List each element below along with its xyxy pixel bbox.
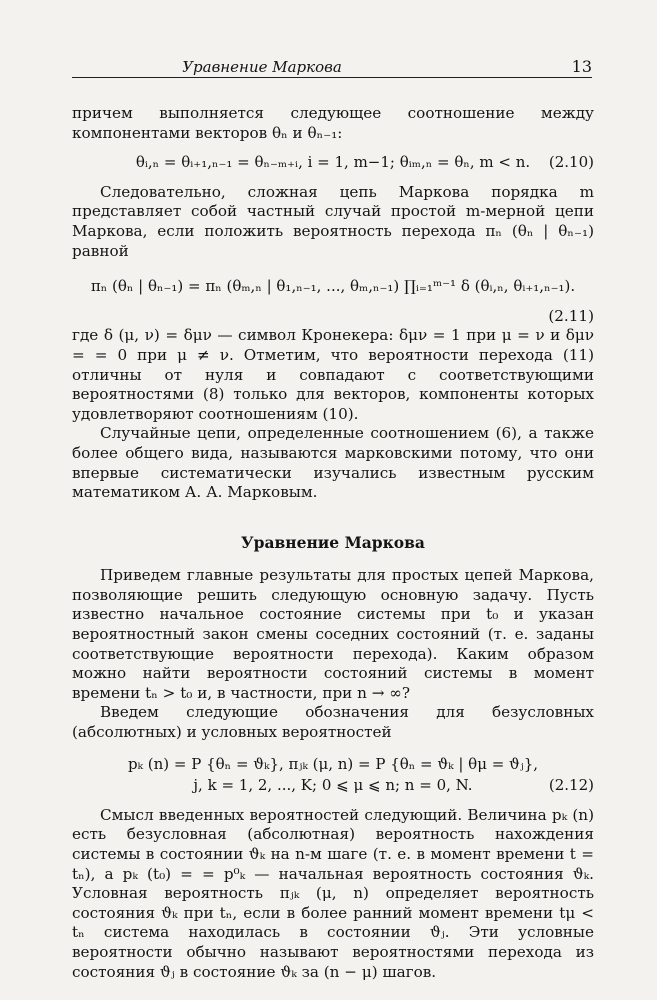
paragraph-meaning: Смысл введенных вероятностей следующий. Величина pₖ (n) есть безусловная (абсолютная) вероятность нахождения системы в состоянии ϑₖ на n-м шаге (т. е. в момент времени t = tₙ), а pₖ (t₀) = = p⁰ₖ — начальная вероятность состояния ϑₖ. Условная вероятность πⱼₖ (μ, n) определяет вероятность состояния ϑₖ при tₙ, если в более ранний момент времени tμ < tₙ система находилась в состоянии ϑⱼ. Эти условные вероятности обычно называют вероятностями перехода из состояния ϑⱼ в состояние ϑₖ за (n − μ) шагов.	[72, 805, 594, 981]
paragraph-complex-chain: Следовательно, сложная цепь Маркова порядка m представляет собой частный случай простой m-мерной цепи Маркова, если положить вероятность перехода πₙ (θₙ | θₙ₋₁) равной	[72, 182, 594, 260]
paragraph-intro: причем выполняется следующее соотношение между компонентами векторов θₙ и θₙ₋₁:	[72, 104, 594, 142]
page-body	[72, 104, 594, 982]
equation-2-10-body: θᵢ,ₙ = θᵢ₊₁,ₙ₋₁ = θₙ₋ₘ₊ᵢ, i = 1, m−1; θᵢₘ,ₙ = θₙ, m < n.	[135, 153, 531, 172]
page-number: 13	[571, 57, 592, 76]
equation-2-12-line1-body: pₖ (n) = P {θₙ = ϑₖ}, πⱼₖ (μ, n) = P {θₙ = ϑₖ | θμ = ϑⱼ},	[127, 754, 539, 773]
equation-2-10-label: (2.10)	[548, 153, 594, 172]
paragraph-notation: Введем следующие обозначения для безусловных (абсолютных) и условных вероятностей	[72, 703, 594, 742]
paragraph-main-task: Приведем главные результаты для простых цепей Маркова, позволяющие решить следующую основную задачу. Пусть известно начальное состояние системы при t₀ и указан вероятностный закон смены соседних состояний (т. е. заданы соответствующие вероятности перехода). Каким образом можно найти вероятности состояний системы в момент времени tₙ > t₀ и, в частности, при n → ∞?	[72, 566, 594, 702]
equation-2-11	[72, 277, 594, 297]
equation-2-11-label: (2.11)	[548, 306, 594, 325]
section-heading: Уравнение Маркова	[241, 532, 425, 552]
equation-2-12-line1	[72, 755, 594, 775]
equation-2-12-line2	[72, 776, 594, 796]
paragraph-kronecker: где δ (μ, ν) = δμν — символ Кронекера: δμν = 1 при μ = ν и δμν = = 0 при μ ≠ ν. Отметим, что вероятности перехода (11) отличны от нуля и совпадают с соответствующими вероятностями (8) только для векторов, компоненты которых удовлетворяют соотношениям (10).	[72, 326, 594, 423]
equation-2-12-line2-body: j, k = 1, 2, ..., K; 0 ⩽ μ ⩽ n; n = 0, N.	[193, 776, 473, 795]
header-rule	[72, 77, 592, 78]
equation-2-11-body: πₙ (θₙ | θₙ₋₁) = πₙ (θₘ,ₙ | θ₁,ₙ₋₁, ..., θₘ,ₙ₋₁) ∏ᵢ₌₁ᵐ⁻¹ δ (θᵢ,ₙ, θᵢ₊₁,ₙ₋₁).	[90, 277, 576, 296]
running-head	[72, 50, 592, 78]
paragraph-markov-history: Случайные цепи, определенные соотношением (6), а также более общего вида, называются марковскими потому, что они впервые систематически изучались известным русским математиком А. А. Марковым.	[72, 424, 594, 502]
equation-2-10	[72, 153, 594, 173]
running-title: Уравнение Маркова	[182, 58, 342, 76]
equation-2-12-label: (2.12)	[548, 776, 594, 795]
